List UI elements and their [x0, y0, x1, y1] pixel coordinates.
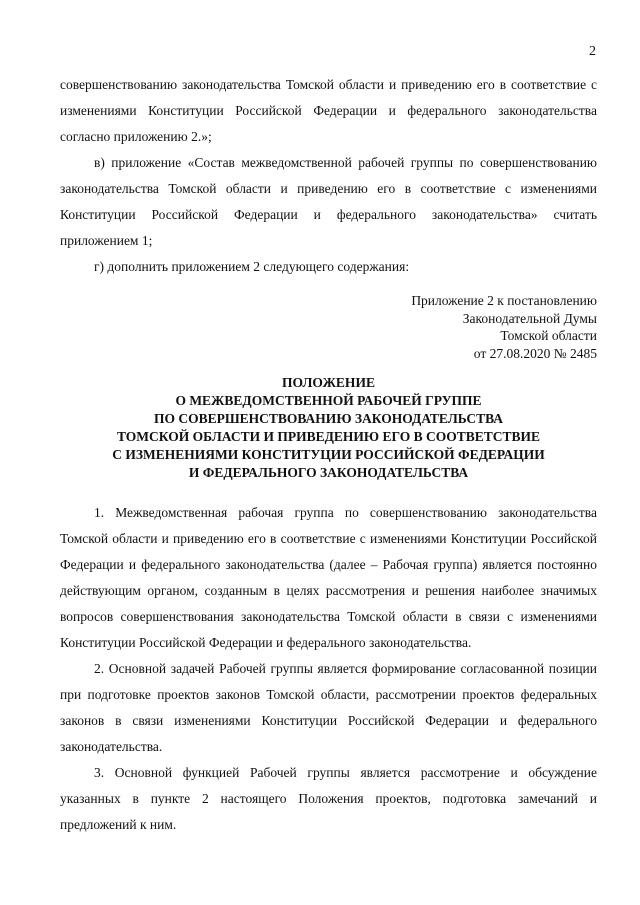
document-title	[60, 374, 597, 482]
appendix-line-3: Томской области	[500, 328, 597, 343]
appendix-reference	[60, 292, 597, 362]
item-g-paragraph: г) дополнить приложением 2 следующего содержания:	[94, 259, 410, 274]
title-line-3: ПО СОВЕРШЕНСТВОВАНИЮ ЗАКОНОДАТЕЛЬСТВА	[153, 411, 504, 426]
appendix-line-4: от 27.08.2020 № 2485	[473, 345, 597, 361]
title-line-6: И ФЕДЕРАЛЬНОГО ЗАКОНОДАТЕЛЬСТВА	[188, 465, 469, 480]
appendix-line-1: Приложение 2 к постановлению	[411, 293, 597, 308]
document-body	[60, 72, 597, 838]
clause-3: 3. Основной функцией Рабочей группы является рассмотрение и обсуждение указанных в пункте 2 настоящего Положения проектов, подготовка замечаний и предложений к ним.	[60, 765, 597, 832]
continuation-paragraph: совершенствованию законодательства Томской области и приведению его в соответствие с изменениями Конституции Российской Федерации и федерального законодательства согласно приложению 2.»;	[60, 77, 597, 144]
clause-1: 1. Межведомственная рабочая группа по совершенствованию законодательства Томской области и приведению его в соответствие с изменениями Конституции Российской Федерации и федерального законодательства (далее – Рабочая группа) является постоянно действующим органом, созданным в целях рассмотрения и решения наиболее значимых вопросов совершенствования законодательства Томской области в связи с изменениями Конституции Российской Федерации и федерального законодательства.	[60, 505, 597, 650]
clause-2: 2. Основной задачей Рабочей группы является формирование согласованной позиции при подготовке проектов законов Томской области, рассмотрении проектов федеральных законов в связи изменениями Конституции Российской Федерации и федерального законодательства.	[60, 661, 597, 754]
clauses	[60, 500, 597, 838]
page-number: 2	[589, 44, 596, 59]
item-v-paragraph: в) приложение «Состав межведомственной рабочей группы по совершенствованию законодательства Томской области и приведению его в соответствие с изменениями Конституции Российской Федерации и федерального законодательства» считать приложением 1;	[60, 155, 597, 248]
title-line-5: С ИЗМЕНЕНИЯМИ КОНСТИТУЦИИ РОССИЙСКОЙ ФЕДЕРАЦИИ	[112, 447, 545, 462]
title-line-4: ТОМСКОЙ ОБЛАСТИ И ПРИВЕДЕНИЮ ЕГО В СООТВЕТСТВИЕ	[116, 429, 541, 444]
appendix-line-2: Законодательной Думы	[462, 310, 597, 326]
title-line-1: ПОЛОЖЕНИЕ	[282, 375, 375, 390]
title-line-2: О МЕЖВЕДОМСТВЕННОЙ РАБОЧЕЙ ГРУППЕ	[175, 393, 482, 408]
